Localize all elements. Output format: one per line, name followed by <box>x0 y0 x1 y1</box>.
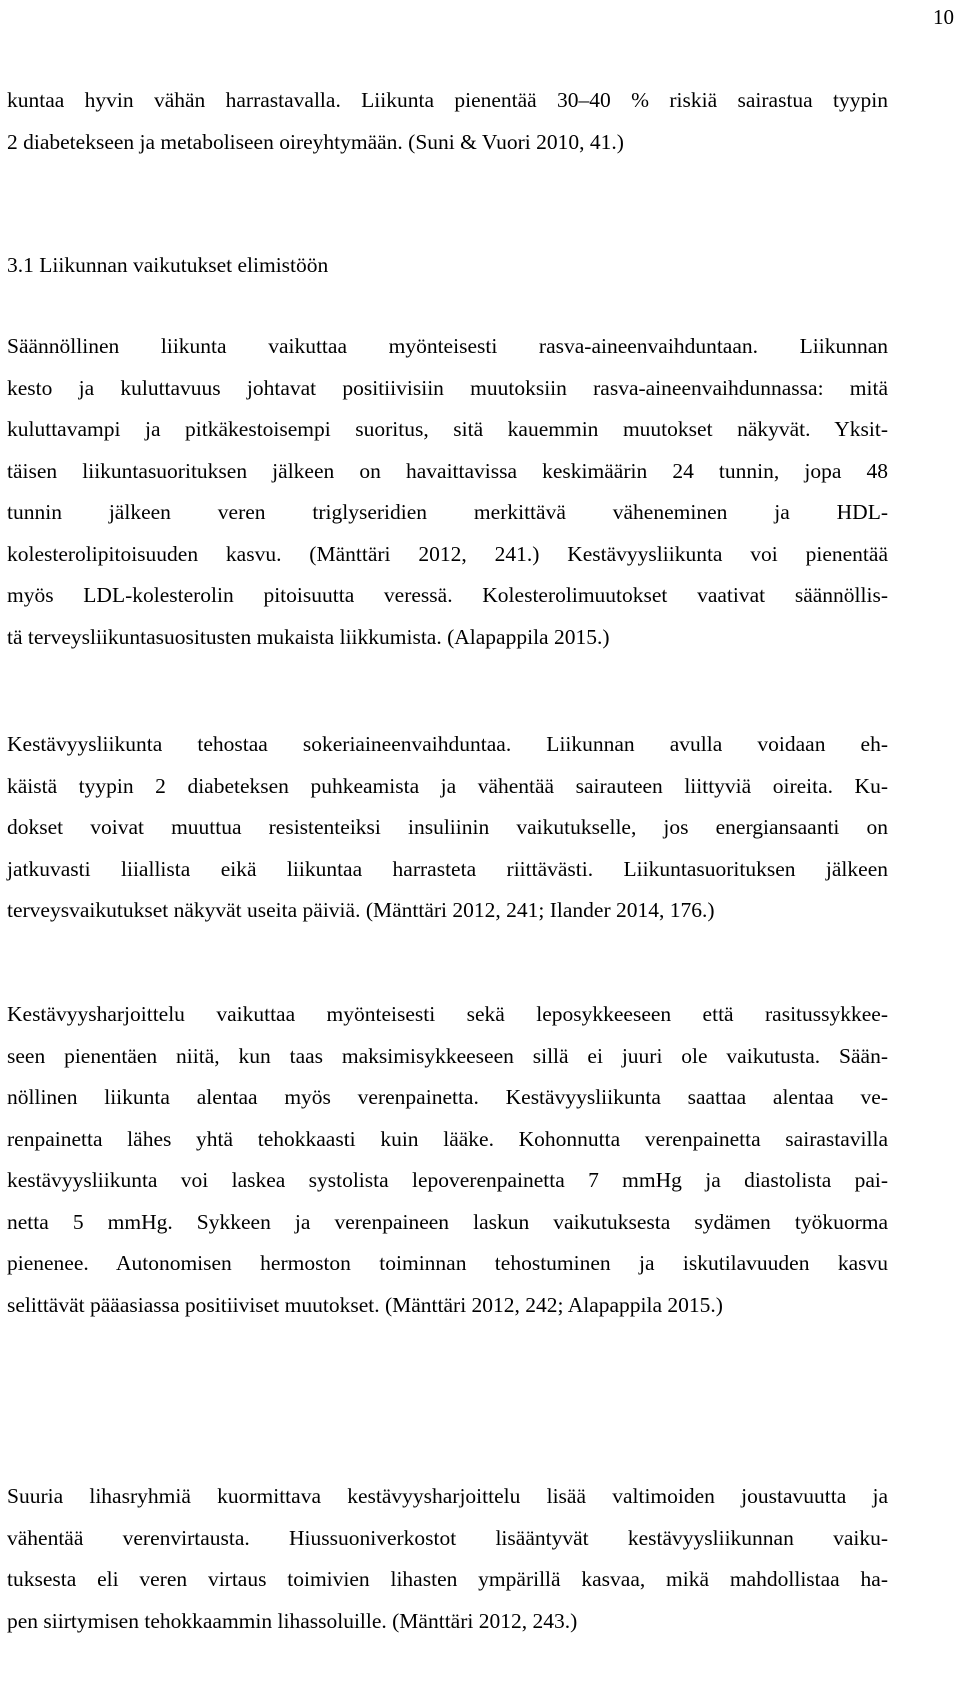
intro-text <box>7 80 888 163</box>
text-line: Kestävyysliikunta tehostaa sokeriaineenvaihduntaa. Liikunnan avulla voidaan eh- <box>7 732 888 756</box>
text-line: Kestävyysharjoittelu vaikuttaa myönteisesti sekä leposykkeeseen että rasitussykkee- <box>7 1002 888 1026</box>
paragraph-sugar-metabolism <box>7 724 888 932</box>
text-line: täisen liikuntasuorituksen jälkeen on havaittavissa keskimäärin 24 tunnin, jopa 48 <box>7 458 888 483</box>
text-line: kuntaa hyvin vähän harrastavalla. Liikunta pienentää 30–40 % riskiä sairastua tyypin <box>7 88 888 112</box>
section-heading: 3.1 Liikunnan vaikutukset elimistöön <box>7 253 329 277</box>
text-line: Säännöllinen liikunta vaikuttaa myönteisesti rasva-aineenvaihduntaan. Liikunnan <box>7 334 888 358</box>
text-line: terveysvaikutukset näkyvät useita päiviä. (Mänttäri 2012, 241; Ilander 2014, 176.) <box>7 898 715 922</box>
text-line: seen pienentäen niitä, kun taas maksimisykkeeseen sillä ei juuri ole vaikutusta. Sään- <box>7 1043 888 1068</box>
text-line: nöllinen liikunta alentaa myös verenpainetta. Kestävyysliikunta saattaa alentaa ve- <box>7 1085 888 1109</box>
text-line: dokset voivat muuttua resistenteiksi insuliinin vaikutukselle, jos energiansaanti on <box>7 815 888 839</box>
paragraph-lipid-metabolism <box>7 326 888 658</box>
page-number: 10 <box>933 5 954 29</box>
text-line: kolesterolipitoisuuden kasvu. (Mänttäri 2012, 241.) Kestävyysliikunta voi pienentää <box>7 541 888 566</box>
text-line: tuksesta eli veren virtaus toimivien lihasten ympärillä kasvaa, mikä mahdollistaa ha- <box>7 1567 888 1591</box>
text-line: kuluttavampi ja pitkäkestoisempi suoritus, sitä kauemmin muutokset näkyvät. Yksit- <box>7 417 888 441</box>
text-line: käistä tyypin 2 diabeteksen puhkeamista ja vähentää sairauteen liittyviä oireita. Ku- <box>7 773 888 798</box>
text-line: myös LDL-kolesterolin pitoisuutta veressä. Kolesterolimuutokset vaativat säännöllis- <box>7 583 888 607</box>
text-line: Suuria lihasryhmiä kuormittava kestävyysharjoittelu lisää valtimoiden joustavuutta ja <box>7 1484 888 1508</box>
paragraph-blood-vessels <box>7 1476 888 1642</box>
text-line: tä terveysliikuntasuositusten mukaista liikkumista. (Alapappila 2015.) <box>7 624 610 649</box>
text-line: selittävät pääasiassa positiiviset muutokset. (Mänttäri 2012, 242; Alapappila 2015.) <box>7 1292 723 1317</box>
text-line: 2 diabetekseen ja metaboliseen oireyhtymään. (Suni & Vuori 2010, 41.) <box>7 129 624 154</box>
text-line: jatkuvasti liiallista eikä liikuntaa harrasteta riittävästi. Liikuntasuorituksen jälkeen <box>7 856 888 881</box>
text-line: pienenee. Autonomisen hermoston toiminnan tehostuminen ja iskutilavuuden kasvu <box>7 1251 888 1275</box>
text-line: tunnin jälkeen veren triglyseridien merkittävä väheneminen ja HDL- <box>7 500 888 524</box>
text-line: vähentää verenvirtausta. Hiussuoniverkostot lisääntyvät kestävyysliikunnan vaiku- <box>7 1525 888 1550</box>
paragraph-heart-rate-blood-pressure <box>7 994 888 1326</box>
text-line: kestävyysliikunta voi laskea systolista lepoverenpainetta 7 mmHg ja diastolista pai- <box>7 1168 888 1192</box>
text-line: pen siirtymisen tehokkaammin lihassoluille. (Mänttäri 2012, 243.) <box>7 1608 578 1633</box>
text-line: kesto ja kuluttavuus johtavat positiivisiin muutoksiin rasva-aineenvaihdunnassa: mitä <box>7 375 888 400</box>
text-line: netta 5 mmHg. Sykkeen ja verenpaineen laskun vaikutuksesta sydämen työkuorma <box>7 1209 888 1234</box>
text-line: renpainetta lähes yhtä tehokkaasti kuin lääke. Kohonnutta verenpainetta sairastavilla <box>7 1126 888 1151</box>
